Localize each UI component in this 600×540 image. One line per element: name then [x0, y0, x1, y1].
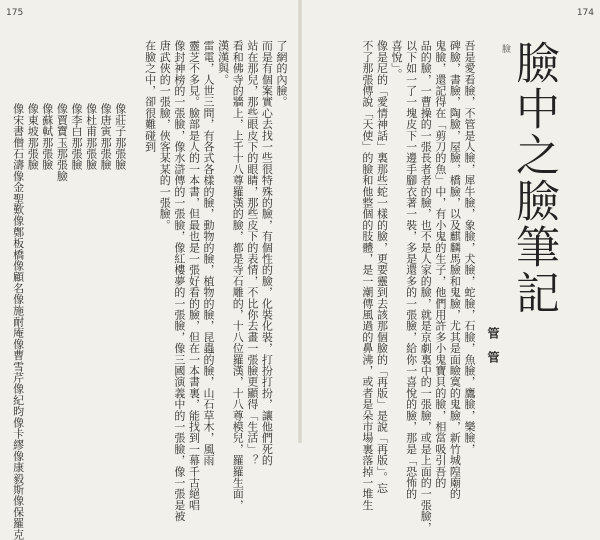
body-line: 鬼臉，還記得在「剪刀的魚」中，有小鬼的生子，他們用許多小鬼寶貝的臉，相當吸引吾的 [433, 40, 447, 488]
left-body-text [142, 40, 288, 522]
body-line: 了網的內臉。 [275, 40, 288, 108]
body-line: 喜悅」。 [390, 40, 404, 80]
list-item: 像李白那張臉 [69, 103, 83, 171]
body-line: 品的臉，一曹操的一張長者者的臉，也不是人家的臉，就是京劇裏中的一張臉，或是上面的一張臉， [419, 40, 433, 533]
right-page [300, 0, 600, 533]
right-body-text [359, 40, 476, 533]
body-line: 看和佛寺的牆上，上千十八尊羅漢的臉，都是寺石雕的，十八位羅漢，十八尊模兒，羅羅生面， [231, 40, 245, 511]
body-line: 不了那張傳說「天使」的臉和他整個的肢體，是一潮傳風過的鼻沸，或者是朵市場裏落掉一堆生 [360, 40, 374, 511]
section-label: 臉 [500, 44, 510, 53]
body-line: 在臉之中，卻很難碰到 [143, 40, 157, 152]
body-line: 以下如一了一塊皮下一邊手腳衣著一裝，多是還多的一張臉，給你一喜悅的臉，那是「恐怖的 [404, 40, 418, 500]
body-line: 站在那兒，那些眼皮下的眼睛，那些皮下的表情，不比你去畫一張臉更顯得「生活」？ [245, 40, 259, 466]
body-line: 碑臉，書臉，陶臉，屋臉，橋臉，以及麒麟馬臉和鬼臉，尤其是面瞼寞的鬼臉，新竹城隍廟的 [448, 40, 462, 500]
body-line: 靈芝不多見。臉部是人的一本書，但最也是一張好看的臉，但在一本書裏，能找到一幕千古絕唱 [187, 40, 201, 511]
body-line: 唐武俠的一張臉，俠客某某的一張臉。 [158, 40, 172, 231]
body-line: 而是有個案實心去找一些很特殊的臉，有個性的臉，化裝化裝，打扮打扮，讓他們死的 [260, 40, 274, 466]
article-title: 臉中之臉筆記 [508, 40, 559, 316]
left-list-text [10, 103, 127, 540]
right-page-number: 174 [576, 8, 594, 18]
list-item: 像宋書僧石濤像金聖歎像鄭板橋像顧名像施耐庵像曹雪芹像紀昀像卡繆像康毅斯像保羅克 [11, 103, 25, 540]
body-line: 像是尼的「愛情神話」裏那些蛇一樣的臉，更要靈到去該那個臉的「再版」是說「再版」。忘 [375, 40, 389, 494]
left-page-number: 175 [6, 8, 24, 18]
list-item: 像唐寅那張臉 [99, 103, 113, 171]
body-line: 漢漢與。 [216, 40, 230, 85]
body-line: 像封神榜的一張臉，像水滸傳的一張臉，像紅樓夢的一張臉，像三國演義中的一張臉，像一張是被 [172, 40, 186, 522]
list-item: 像莊子那張臉 [113, 103, 127, 171]
author-name: 管管 [486, 327, 500, 375]
body-line: 吾是愛看臉，不管是人臉，犀牛臉，象臉，犬臉，蛇臉，石臉，魚臉，鷹臉，樂臉， [463, 40, 476, 455]
list-item: 像杜甫那張臉 [84, 103, 98, 171]
list-item: 像東坡那張臉 [26, 103, 40, 171]
list-item: 像賈寶玉那張臉 [55, 103, 69, 182]
list-item: 像蘇軾那張臉 [40, 103, 54, 171]
body-line: 雷電，人世三問，有各式各樣的臉，動物的臉，植物的臉，昆蟲的臉，山石草木，風雨 [202, 40, 216, 466]
